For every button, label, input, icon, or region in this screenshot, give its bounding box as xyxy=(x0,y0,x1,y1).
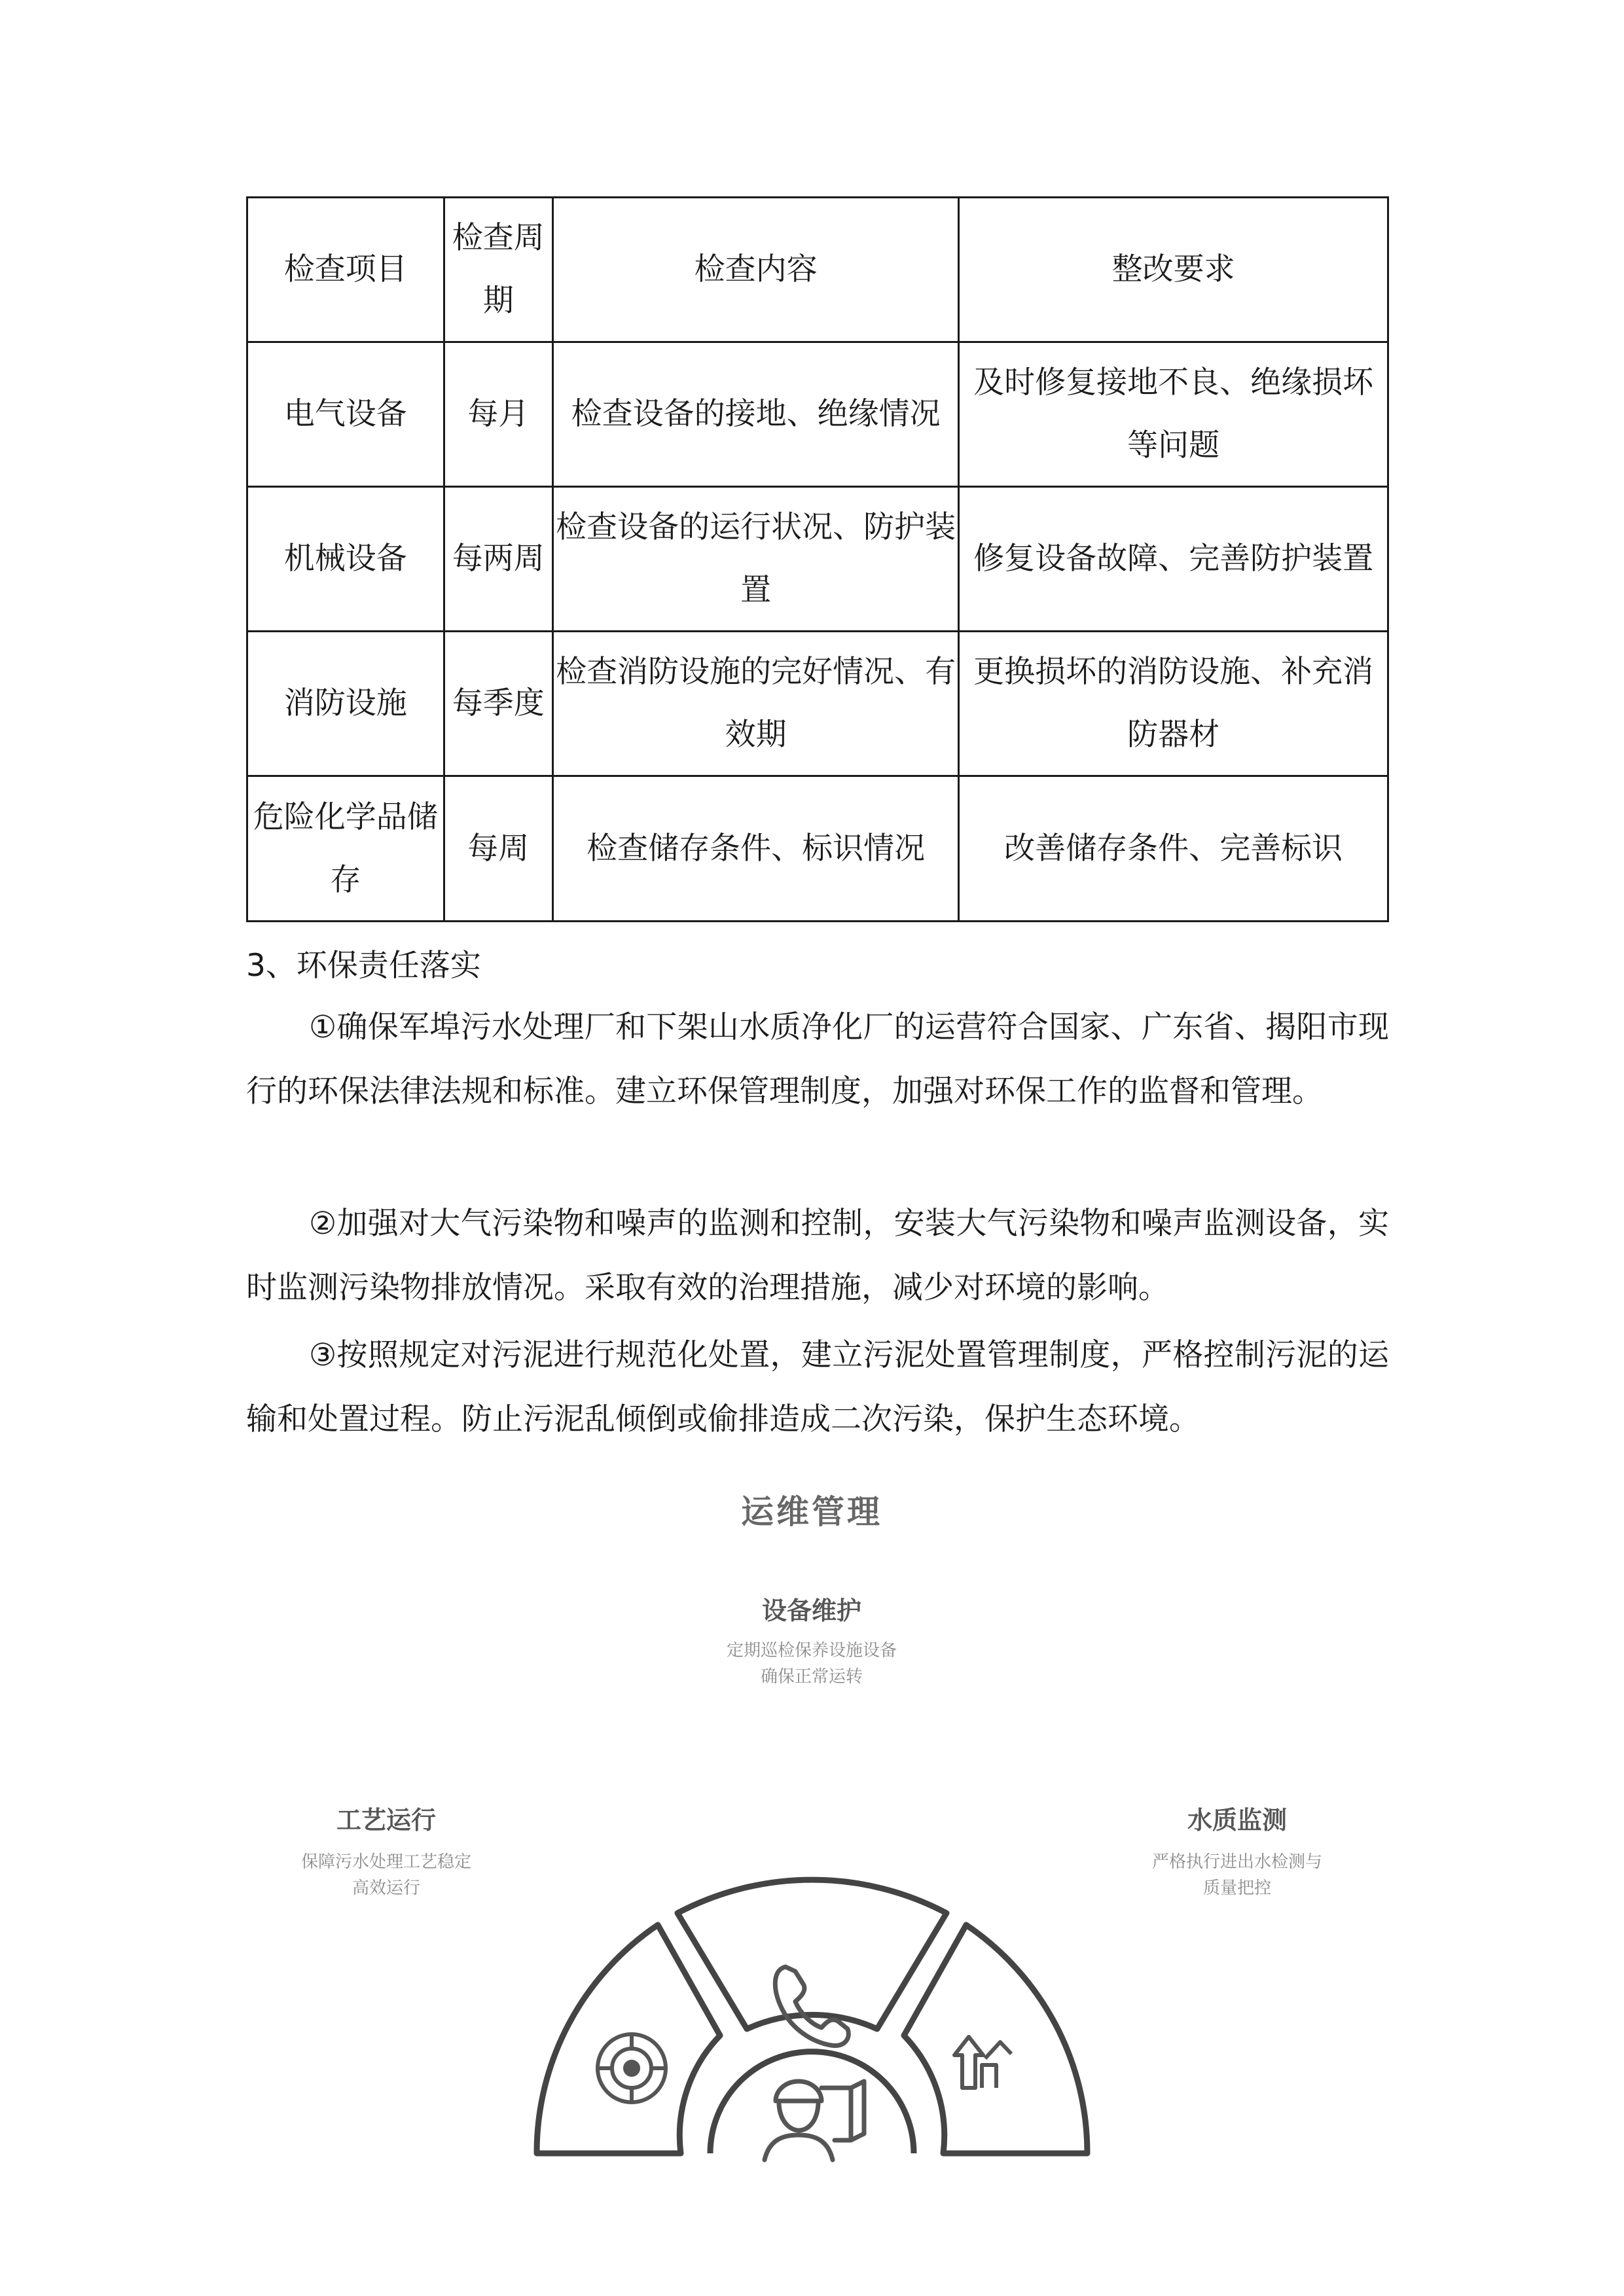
table-cell: 改善储存条件、完善标识 xyxy=(959,776,1388,922)
top-section-desc: 定期巡检保养设施设备 确保正常运转 xyxy=(726,1641,897,1687)
table-cell: 每两周 xyxy=(444,487,552,632)
ops-management-figure xyxy=(0,1466,1624,2186)
table-cell: 消防设施 xyxy=(247,632,444,776)
right-section-desc: 严格执行进出水检测与 质量把控 xyxy=(1151,1852,1322,1898)
table-cell: 及时修复接地不良、绝缘损坏等问题 xyxy=(959,342,1388,487)
left-section-desc: 保障污水处理工艺稳定 高效运行 xyxy=(300,1852,471,1898)
table-cell: 检查储存条件、标识情况 xyxy=(553,776,959,922)
growth-arrow-icon xyxy=(954,2037,1011,2088)
paragraph: ③按照规定对污泥进行规范化处置，建立污泥处置管理制度，严格控制污泥的运输和处置过程。防止污泥乱倾倒或偷排造成二次污染，保护生态环境。 xyxy=(246,1337,1389,1437)
table-cell: 修复设备故障、完善防护装置 xyxy=(959,487,1388,632)
table-cell: 机械设备 xyxy=(247,487,444,632)
table-cell: 电气设备 xyxy=(247,342,444,487)
header-cell: 检查内容 xyxy=(553,198,959,342)
table-cell: 每月 xyxy=(444,342,552,487)
table-cell: 检查设备的接地、绝缘情况 xyxy=(553,342,959,487)
header-cell: 检查周期 xyxy=(444,198,552,342)
table-row xyxy=(247,342,1388,487)
phone-icon xyxy=(775,1967,848,2045)
fan-segment-top xyxy=(677,1880,947,2029)
fan-segment-right xyxy=(904,1925,1087,2153)
table-row xyxy=(247,776,1388,922)
table-header-row xyxy=(247,198,1388,342)
table-cell: 危险化学品储存 xyxy=(247,776,444,922)
table-row xyxy=(247,487,1388,632)
table-cell: 检查设备的运行状况、防护装置 xyxy=(553,487,959,632)
header-cell: 整改要求 xyxy=(959,198,1388,342)
table-cell: 每季度 xyxy=(444,632,552,776)
top-section-title: 设备维护 xyxy=(761,1596,861,1625)
table-cell: 更换损坏的消防设施、补充消防器材 xyxy=(959,632,1388,776)
right-section-title: 水质监测 xyxy=(1187,1806,1287,1835)
paragraph: ①确保军埠污水处理厂和下架山水质净化厂的运营符合国家、广东省、揭阳市现行的环保法律法规和标准。建立环保管理制度，加强对环保工作的监督和管理。 xyxy=(246,1009,1389,1109)
inspection-table xyxy=(246,196,1389,922)
table-row xyxy=(247,632,1388,776)
header-cell: 检查项目 xyxy=(247,198,444,342)
fan-diagram xyxy=(0,1466,1624,2186)
table-cell: 检查消防设施的完好情况、有效期 xyxy=(553,632,959,776)
table-cell: 每周 xyxy=(444,776,552,922)
valve-icon xyxy=(598,2034,666,2102)
figure-title: 运维管理 xyxy=(741,1493,882,1531)
fan-segment-left xyxy=(537,1925,720,2153)
section-heading: 3、环保责任落实 xyxy=(246,948,481,984)
left-section-title: 工艺运行 xyxy=(336,1806,436,1835)
engineer-icon xyxy=(765,2081,864,2160)
paragraph: ②加强对大气污染物和噪声的监测和控制，安装大气污染物和噪声监测设备，实时监测污染物排放情况。采取有效的治理措施，减少对环境的影响。 xyxy=(246,1206,1389,1306)
